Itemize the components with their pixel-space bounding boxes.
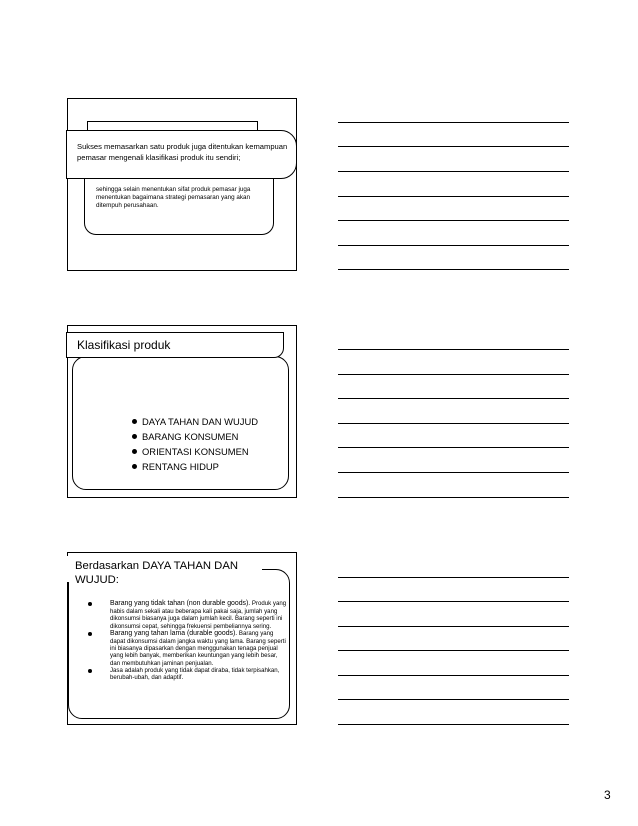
slide-title: Berdasarkan DAYA TAHAN DAN WUJUD: xyxy=(75,560,239,586)
notes-line xyxy=(338,724,569,725)
slide-thumbnail-1 xyxy=(67,98,297,271)
bullet-icon xyxy=(132,434,137,439)
notes-line xyxy=(338,349,569,350)
notes-line xyxy=(338,626,569,627)
slide-title-bar xyxy=(66,556,262,586)
notes-line xyxy=(338,577,569,578)
slide-banner-text: Sukses memasarkan satu produk juga ditentukan kemampuan pemasar mengenali klasifikasi produk itu sendiri; xyxy=(77,142,288,162)
list-item: ORIENTASI KONSUMEN xyxy=(132,444,258,459)
list-item: RENTANG HIDUP xyxy=(132,459,258,474)
notes-line xyxy=(338,497,569,498)
notes-line xyxy=(338,423,569,424)
bullet-icon xyxy=(132,464,137,469)
notes-line xyxy=(338,675,569,676)
notes-line xyxy=(338,699,569,700)
notes-line xyxy=(338,196,569,197)
page-number: 3 xyxy=(604,788,611,802)
slide-title: Klasifikasi produk xyxy=(77,338,171,352)
list-item: Barang yang tahan lama (durable goods). Barang yang dapat dikonsumsi dalam jangka waktu yang lama. Barang seperti ini biasanya dipasarkan dengan menggunakan tenaga penjual yang lebih banyak, memberikan keuntungan yang lebih besar, dan membutuhkan jaminan penjualan. xyxy=(88,630,288,667)
notes-line xyxy=(338,245,569,246)
notes-line xyxy=(338,122,569,123)
notes-line xyxy=(338,650,569,651)
notes-line xyxy=(338,171,569,172)
slide-title-bar xyxy=(66,332,284,358)
list-item: Barang yang tidak tahan (non durable goods). Produk yang habis dalam sekali atau beberapa kali pakai saja, jumlah yang dikonsumsi biasanya juga dalam jumlah kecil. Barang seperti ini dikonsumsi cepat, sehingga frekuensi pembeliannya sering. xyxy=(88,600,288,630)
bullet-icon xyxy=(132,449,137,454)
notes-line xyxy=(338,398,569,399)
list-item: DAYA TAHAN DAN WUJUD xyxy=(132,414,258,429)
bullet-icon xyxy=(132,419,137,424)
bullet-icon xyxy=(88,632,92,636)
slide-body-text: sehingga selain menentukan sifat produk pemasar juga menentukan bagaimana strategi pemasaran yang akan ditempuh perusahaan. xyxy=(96,186,251,209)
slide-thumbnail-3 xyxy=(67,552,297,725)
bullet-icon xyxy=(88,669,92,673)
notes-line xyxy=(338,146,569,147)
notes-line xyxy=(338,601,569,602)
slide-banner xyxy=(66,130,297,179)
notes-line xyxy=(338,447,569,448)
notes-line xyxy=(338,269,569,270)
slide-thumbnail-2 xyxy=(67,325,297,498)
slide-bullet-list xyxy=(132,414,258,474)
list-item: BARANG KONSUMEN xyxy=(132,429,258,444)
list-item: Jasa adalah produk yang tidak dapat diraba, tidak terpisahkan, berubah-ubah, dan adaptif. xyxy=(88,667,288,682)
notes-line xyxy=(338,220,569,221)
notes-line xyxy=(338,374,569,375)
notes-line xyxy=(338,472,569,473)
slide-bullet-list xyxy=(88,600,288,682)
bullet-icon xyxy=(88,602,92,606)
